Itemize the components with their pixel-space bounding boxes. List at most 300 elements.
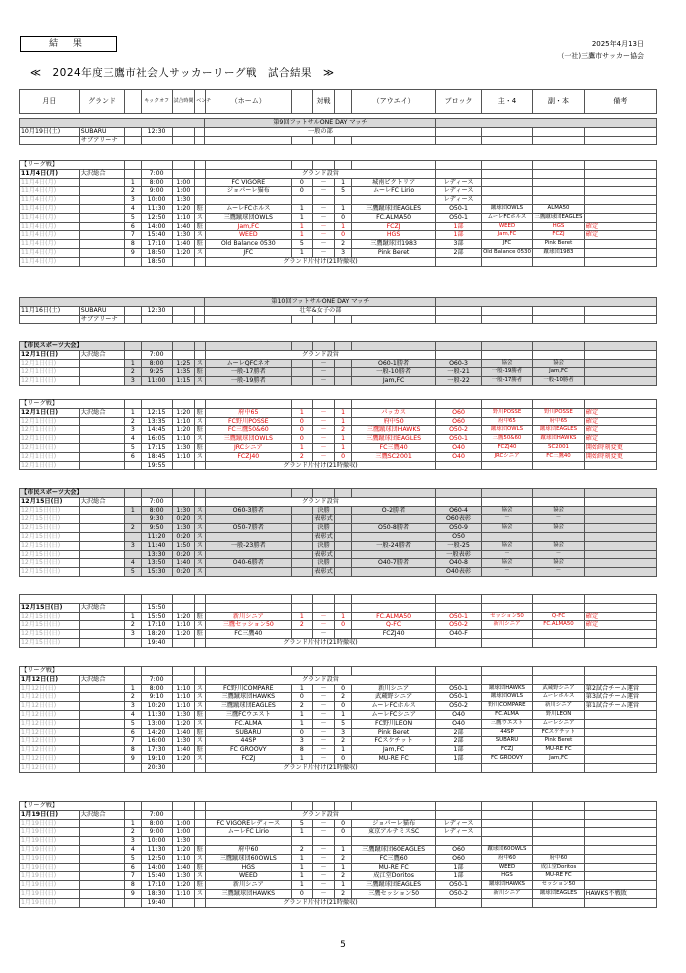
remarks [584, 754, 656, 763]
home-score: 1 [292, 443, 313, 452]
ground: 大沢総合 [79, 810, 124, 819]
table-cell: － [312, 187, 335, 196]
away-team: 新川シニア [351, 684, 436, 693]
away-team: 成江堂Doritos [351, 872, 436, 881]
table-cell: － [312, 828, 335, 837]
table-row [20, 693, 657, 702]
table-cell: 1:10 [172, 213, 195, 222]
table-row [20, 506, 657, 515]
schedule-section [19, 594, 657, 648]
ground [79, 196, 124, 205]
referee-main: FCZJ40 [481, 443, 533, 452]
table-cell [195, 257, 205, 266]
table-cell: 17:30 [141, 746, 172, 755]
referee-main: セッション50 [481, 612, 533, 621]
ground [79, 568, 124, 577]
away-team [351, 837, 436, 846]
table-cell [312, 489, 335, 498]
table-cell [584, 169, 656, 178]
home-score: 1 [292, 710, 313, 719]
table-row [20, 737, 657, 746]
table-cell [172, 169, 195, 178]
table-cell [436, 127, 481, 136]
table-cell [292, 400, 313, 409]
home-team: 三鷹蹴球団OWLS [205, 435, 292, 444]
table-cell [141, 342, 172, 351]
table-row [20, 675, 657, 684]
ground [79, 368, 124, 377]
table-cell [481, 898, 533, 907]
referee-main: 三鷹50&60 [481, 435, 533, 444]
table-row [20, 810, 657, 819]
block: 3部 [436, 240, 481, 249]
table-cell: ス [195, 702, 205, 711]
home-team: 府中60 [205, 845, 292, 854]
table-cell [584, 802, 656, 811]
table-cell: 1:10 [172, 854, 195, 863]
table-cell: ス [195, 248, 205, 257]
table-cell: ス [195, 231, 205, 240]
setup-note: グランド設営 [205, 675, 436, 684]
table-row [20, 828, 657, 837]
away-team: 東京アルテミスSC [351, 828, 436, 837]
table-cell: ス [195, 559, 205, 568]
away-score: 2 [335, 872, 351, 881]
table-cell [195, 461, 205, 470]
referee-main [481, 187, 533, 196]
block: レディース [436, 819, 481, 828]
table-cell [172, 315, 195, 324]
table-cell: － [312, 693, 335, 702]
table-cell: ス [195, 684, 205, 693]
away-team [351, 532, 436, 541]
block: レディース [436, 828, 481, 837]
table-row [20, 630, 657, 639]
table-cell [481, 127, 533, 136]
home-score: 3 [292, 737, 313, 746]
table-cell: 2 [125, 187, 141, 196]
table-cell [436, 136, 481, 145]
table-row [20, 719, 657, 728]
table-cell: 9:10 [141, 693, 172, 702]
table-row [20, 612, 657, 621]
away-team: Jam,FC [351, 746, 436, 755]
table-row [20, 178, 657, 187]
table-cell: 11:00 [141, 377, 172, 386]
home-team: FC GROOVY [205, 746, 292, 755]
event-band: 第9回フットサルONE DAY マッチ [205, 119, 436, 128]
match-date: 11月4日(月) [20, 257, 80, 266]
block: O50-1 [436, 881, 481, 890]
table-cell: ス [195, 377, 205, 386]
ground [79, 719, 124, 728]
table-row [20, 231, 657, 240]
table-cell [195, 315, 205, 324]
table-cell [172, 400, 195, 409]
table-cell: 16:00 [141, 737, 172, 746]
referee-sub [533, 603, 585, 612]
block: O50-1 [436, 213, 481, 222]
table-cell: 20:30 [141, 763, 172, 772]
table-cell: 1:30 [172, 231, 195, 240]
away-score: 1 [335, 863, 351, 872]
referee-sub: Jam,FC [533, 368, 585, 377]
block: 一般-25 [436, 541, 481, 550]
table-cell: 2 [125, 417, 141, 426]
referee-sub: 武蔵野シニア [533, 684, 585, 693]
table-cell: 1:30 [172, 196, 195, 205]
table-cell [584, 127, 656, 136]
remarks [584, 541, 656, 550]
ground [79, 541, 124, 550]
table-cell: － [312, 178, 335, 187]
table-cell [584, 315, 656, 324]
match-date: 12月15日(日) [20, 506, 80, 515]
table-cell: 1:30 [172, 737, 195, 746]
home-score: 1 [292, 222, 313, 231]
table-cell: 1:00 [172, 819, 195, 828]
remarks: 第2試合チーム運営 [584, 684, 656, 693]
table-cell [335, 342, 351, 351]
column-header: 試合時間 [172, 90, 195, 114]
table-cell: － [312, 204, 335, 213]
referee-main: 協会 [481, 559, 533, 568]
home-team: Jam,FC [205, 222, 292, 231]
table-cell: 5 [125, 443, 141, 452]
table-cell [141, 595, 172, 604]
away-team: 三鷹蹴球団EAGLES [351, 881, 436, 890]
table-row [20, 515, 657, 524]
column-header: グランド [79, 90, 124, 114]
referee-sub [533, 837, 585, 846]
referee-sub: 協会 [533, 541, 585, 550]
table-row [20, 489, 657, 498]
schedule-section [19, 160, 657, 267]
match-date: 12月1日(日) [20, 435, 80, 444]
table-cell: ス [195, 452, 205, 461]
table-cell: 9:00 [141, 828, 172, 837]
home-score: 2 [292, 702, 313, 711]
home-score: 1 [292, 854, 313, 863]
table-cell: － [312, 452, 335, 461]
away-team: MU-RE FC [351, 863, 436, 872]
match-date: 10月19日(土) [20, 127, 80, 136]
home-score [292, 541, 313, 550]
table-cell [584, 161, 656, 170]
block: O50-1 [436, 204, 481, 213]
table-cell: 3 [125, 196, 141, 205]
home-team: FC野川COMPARE [205, 684, 292, 693]
table-cell [312, 161, 335, 170]
away-team: FC.ALMA50 [351, 213, 436, 222]
referee-main [481, 819, 533, 828]
table-cell: 2 [125, 621, 141, 630]
ground [79, 515, 124, 524]
table-cell [125, 136, 141, 145]
table-row [20, 408, 657, 417]
table-cell [335, 802, 351, 811]
away-team: 府中50 [351, 417, 436, 426]
table-cell [172, 342, 195, 351]
referee-sub [533, 178, 585, 187]
home-team: 44SP [205, 737, 292, 746]
table-cell: ス [195, 693, 205, 702]
table-cell: － [312, 754, 335, 763]
table-cell [481, 257, 533, 266]
table-row [20, 204, 657, 213]
table-cell [481, 350, 533, 359]
table-cell [481, 595, 533, 604]
referee-sub: HGS [533, 222, 585, 231]
referee-main: JFC [481, 240, 533, 249]
table-row [20, 222, 657, 231]
table-cell: 駐 [195, 222, 205, 231]
away-team: 武蔵野シニア [351, 693, 436, 702]
remarks [584, 828, 656, 837]
table-cell: 1:20 [172, 881, 195, 890]
column-header: 副・本 [533, 90, 585, 114]
table-cell [125, 603, 141, 612]
table-row [20, 306, 657, 315]
away-team: FC.ALMA50 [351, 612, 436, 621]
match-date: 12月15日(日) [20, 550, 80, 559]
table-row [20, 746, 657, 755]
table-cell [125, 497, 141, 506]
match-date: 1月12日(日) [20, 710, 80, 719]
referee-sub: 蹴球団EAGLES [533, 889, 585, 898]
home-team: Old Balance 0530 [205, 240, 292, 249]
remarks: 確定 [584, 435, 656, 444]
table-cell [335, 136, 351, 145]
block: O60表彰 [436, 515, 481, 524]
home-team: 一般-17勝者 [205, 368, 292, 377]
match-date: 12月15日(日) [20, 603, 80, 612]
ground [79, 854, 124, 863]
home-team: O50-7勝者 [205, 524, 292, 533]
home-score: 8 [292, 746, 313, 755]
home-score [292, 359, 313, 368]
ground [79, 746, 124, 755]
block: O50 [436, 532, 481, 541]
referee-main [481, 630, 533, 639]
match-date: 1月12日(日) [20, 737, 80, 746]
home-team: 三鷹セッション50 [205, 621, 292, 630]
ground [79, 754, 124, 763]
column-header: ブロック [436, 90, 481, 114]
referee-main [481, 532, 533, 541]
referee-sub: Pink Beret [533, 240, 585, 249]
table-row [20, 368, 657, 377]
table-cell: － [312, 222, 335, 231]
ground [79, 819, 124, 828]
schedule-section [19, 341, 657, 386]
table-cell [436, 675, 481, 684]
table-cell [172, 810, 195, 819]
ground: 大沢総合 [79, 603, 124, 612]
match-date: 1月19日(日) [20, 837, 80, 846]
home-score [292, 532, 313, 541]
table-cell: ス [195, 872, 205, 881]
table-cell [436, 315, 481, 324]
table-cell [481, 810, 533, 819]
table-cell: 1 [125, 612, 141, 621]
table-cell [292, 802, 313, 811]
table-cell [172, 638, 195, 647]
home-score [292, 196, 313, 205]
table-cell: 12:30 [141, 127, 172, 136]
table-row [20, 196, 657, 205]
away-score [335, 630, 351, 639]
table-cell: 表彰式 [312, 568, 335, 577]
table-cell [351, 667, 436, 676]
home-score: 1 [292, 881, 313, 890]
table-row [20, 754, 657, 763]
home-team: 三鷹蹴球団HAWKS [205, 693, 292, 702]
table-cell [335, 489, 351, 498]
table-cell [79, 898, 124, 907]
table-cell [172, 603, 195, 612]
table-cell [195, 489, 205, 498]
block: O50-9 [436, 524, 481, 533]
home-score: 1 [292, 204, 313, 213]
table-cell: ス [195, 854, 205, 863]
away-team: Q-FC [351, 621, 436, 630]
table-cell [125, 515, 141, 524]
table-cell [312, 837, 335, 846]
home-team: ムーレQFCネオ [205, 359, 292, 368]
match-date: 1月12日(日) [20, 728, 80, 737]
table-cell: － [312, 621, 335, 630]
table-cell: 4 [125, 845, 141, 854]
table-cell [141, 136, 172, 145]
referee-main: 新川シニア [481, 621, 533, 630]
remarks [584, 603, 656, 612]
table-row [20, 257, 657, 266]
table-cell: 2 [125, 828, 141, 837]
table-cell [141, 400, 172, 409]
schedule-section [19, 801, 657, 908]
table-row [20, 595, 657, 604]
referee-sub: 一般-10勝者 [533, 377, 585, 386]
home-team [205, 196, 292, 205]
referee-sub: 協会 [533, 506, 585, 515]
table-cell: － [312, 854, 335, 863]
ground [79, 845, 124, 854]
table-cell [205, 161, 292, 170]
table-row [20, 213, 657, 222]
remarks [584, 248, 656, 257]
home-score [292, 506, 313, 515]
schedule-section [19, 488, 657, 577]
table-cell: 3 [125, 630, 141, 639]
table-cell [436, 802, 481, 811]
away-team: Pink Beret [351, 248, 436, 257]
away-score [335, 515, 351, 524]
table-cell [436, 595, 481, 604]
remarks [584, 559, 656, 568]
table-cell [584, 136, 656, 145]
table-cell [584, 350, 656, 359]
table-cell [141, 802, 172, 811]
away-score [335, 603, 351, 612]
home-score [292, 568, 313, 577]
table-cell: 14:20 [141, 728, 172, 737]
match-date: 12月15日(日) [20, 568, 80, 577]
home-team: WEED [205, 231, 292, 240]
table-cell: 5 [125, 213, 141, 222]
table-cell: 14:00 [141, 863, 172, 872]
table-cell [351, 136, 436, 145]
table-cell [436, 342, 481, 351]
referee-main: － [481, 550, 533, 559]
away-team: 三鷹蹴球団1983 [351, 240, 436, 249]
table-cell: 5 [125, 568, 141, 577]
referee-sub: FC.ALMA50 [533, 621, 585, 630]
remarks [584, 515, 656, 524]
away-score: 5 [335, 187, 351, 196]
table-cell [292, 667, 313, 676]
match-date: 1月19日(日) [20, 854, 80, 863]
away-team: 三鷹セッション50 [351, 889, 436, 898]
column-header: 主・4 [481, 90, 533, 114]
table-cell: 1:30 [172, 443, 195, 452]
table-cell [292, 161, 313, 170]
table-cell [351, 342, 436, 351]
away-team: FCスケチット [351, 737, 436, 746]
table-cell [481, 315, 533, 324]
away-score: 1 [335, 746, 351, 755]
table-cell: 1 [125, 359, 141, 368]
table-cell: 1:30 [172, 506, 195, 515]
table-cell [584, 400, 656, 409]
home-team: JRCシニア [205, 443, 292, 452]
away-score: 2 [335, 737, 351, 746]
home-team: FC野川POSSE [205, 417, 292, 426]
remarks [584, 881, 656, 890]
table-cell [205, 400, 292, 409]
table-cell: 1:20 [172, 719, 195, 728]
table-cell [481, 136, 533, 145]
table-cell [125, 675, 141, 684]
ground [79, 889, 124, 898]
table-cell [312, 667, 335, 676]
table-cell: 1:40 [172, 863, 195, 872]
table-row [20, 169, 657, 178]
table-cell [20, 315, 80, 324]
away-team: 一般-10勝者 [351, 368, 436, 377]
table-cell: 18:50 [141, 248, 172, 257]
away-team: MU-RE FC [351, 754, 436, 763]
away-team: 三鷹蹴球団60EAGLES [351, 845, 436, 854]
table-row [20, 119, 657, 128]
table-cell: 駐 [195, 863, 205, 872]
match-date: 12月1日(日) [20, 359, 80, 368]
table-cell [125, 667, 141, 676]
match-date: 1月12日(日) [20, 675, 80, 684]
table-cell: 7:00 [141, 350, 172, 359]
table-cell: － [312, 248, 335, 257]
table-cell: ス [195, 524, 205, 533]
remarks [584, 550, 656, 559]
block [436, 837, 481, 846]
table-cell [292, 489, 313, 498]
table-cell: 12:50 [141, 213, 172, 222]
away-score: 0 [335, 754, 351, 763]
match-date: 1月19日(日) [20, 889, 80, 898]
table-cell [533, 638, 585, 647]
ground [79, 506, 124, 515]
referee-main: 一般-17勝者 [481, 377, 533, 386]
